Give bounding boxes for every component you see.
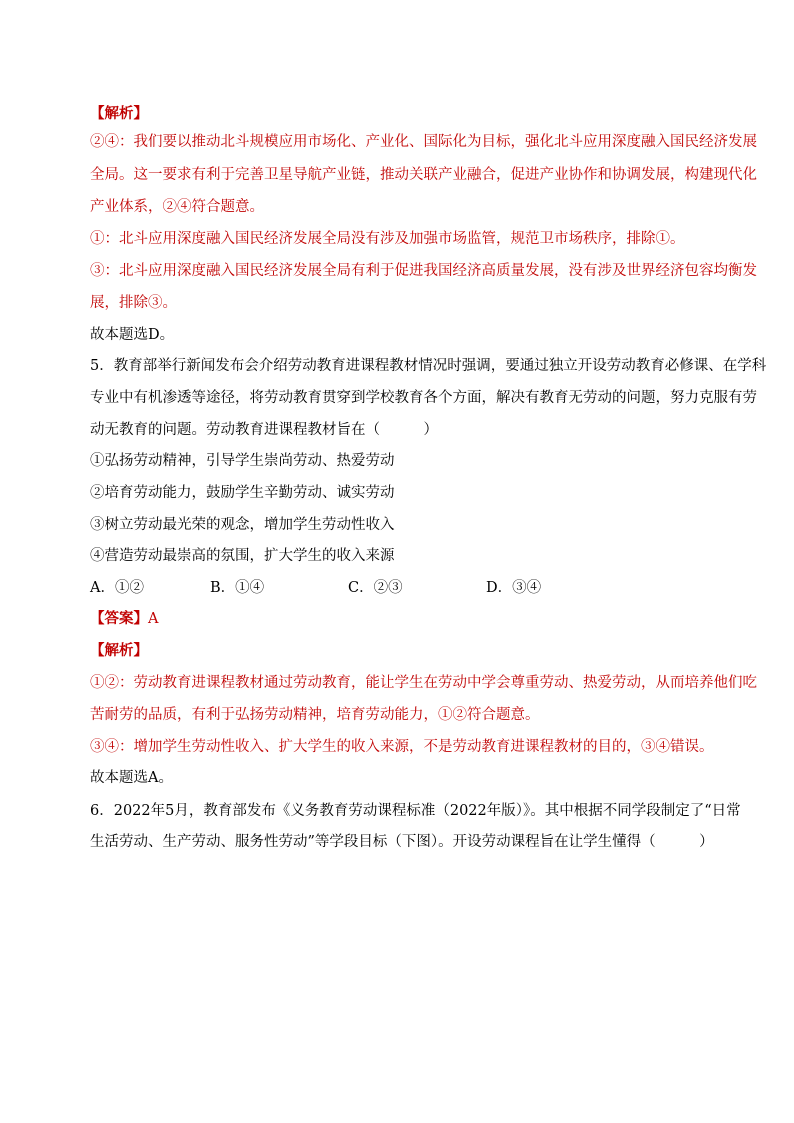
q5-stem-line: 5．教育部举行新闻发布会介绍劳动教育进课程教材情况时强调，要通过独立开设劳动教育必修课、在学科 <box>90 358 767 374</box>
q5-stem-line: 专业中有机渗透等途径，将劳动教育贯穿到学校教育各个方面，解决有教育无劳动的问题，努力克服有劳 <box>90 390 757 406</box>
q4-analysis-line: 展，排除③。 <box>90 295 177 311</box>
q5-statement: ①弘扬劳动精神，引导学生崇尚劳动、热爱劳动 <box>90 453 395 469</box>
q4-analysis-line: ②④：我们要以推动北斗规模应用市场化、产业化、国际化为目标，强化北斗应用深度融入国民经济发展 <box>90 134 757 150</box>
q5-statement: ③树立劳动最光荣的观念，增加学生劳动性收入 <box>90 517 395 533</box>
q4-analysis-line: 产业体系，②④符合题意。 <box>90 199 264 215</box>
q5-option-d: D．③④ <box>486 580 542 596</box>
q5-conclusion: 故本题选A。 <box>90 770 173 786</box>
q4-conclusion: 故本题选D。 <box>90 327 175 343</box>
q5-statement: ④营造劳动最崇高的氛围，扩大学生的收入来源 <box>90 548 395 564</box>
q5-answer-label: 【答案】 <box>90 610 148 627</box>
q4-analysis-label: 【解析】 <box>90 105 148 122</box>
q6-stem-line: 生活劳动、生产劳动、服务性劳动”等学段目标（下图）。开设劳动课程旨在让学生懂得（ ） <box>90 834 714 850</box>
q4-analysis-line: ③：北斗应用深度融入国民经济发展全局有利于促进我国经济高质量发展，没有涉及世界经济包容均衡发 <box>90 263 757 279</box>
q5-analysis-line: ①②：劳动教育进课程教材通过劳动教育，能让学生在劳动中学会尊重劳动、热爱劳动，从而培养他们吃 <box>90 675 757 691</box>
q6-stem-line: 6．2022年5月，教育部发布《义务教育劳动课程标准（2022年版）》。其中根据不同学段制定了“日常 <box>90 803 741 819</box>
q4-analysis-line: 全局。这一要求有利于完善卫星导航产业链，推动关联产业融合，促进产业协作和协调发展，构建现代化 <box>90 167 757 183</box>
q5-stem-line: 动无教育的问题。劳动教育进课程教材旨在（ ） <box>90 422 438 438</box>
q5-analysis-label: 【解析】 <box>90 642 148 659</box>
q5-option-b: B．①④ <box>210 580 265 596</box>
q5-analysis-line: 苦耐劳的品质，有利于弘扬劳动精神，培育劳动能力，①②符合题意。 <box>90 707 540 723</box>
q5-analysis-line: ③④：增加学生劳动性收入、扩大学生的收入来源，不是劳动教育进课程教材的目的，③④错误。 <box>90 739 714 755</box>
q4-analysis-line: ①：北斗应用深度融入国民经济发展全局没有涉及加强市场监管，规范卫市场秩序，排除①。 <box>90 231 685 247</box>
q5-answer-value: A <box>148 611 159 627</box>
q5-answer-row <box>90 609 158 629</box>
q5-statement: ②培育劳动能力，鼓励学生辛勤劳动、诚实劳动 <box>90 485 395 501</box>
q5-option-c: C．②③ <box>348 580 403 596</box>
q5-option-a: A．①② <box>90 580 144 596</box>
